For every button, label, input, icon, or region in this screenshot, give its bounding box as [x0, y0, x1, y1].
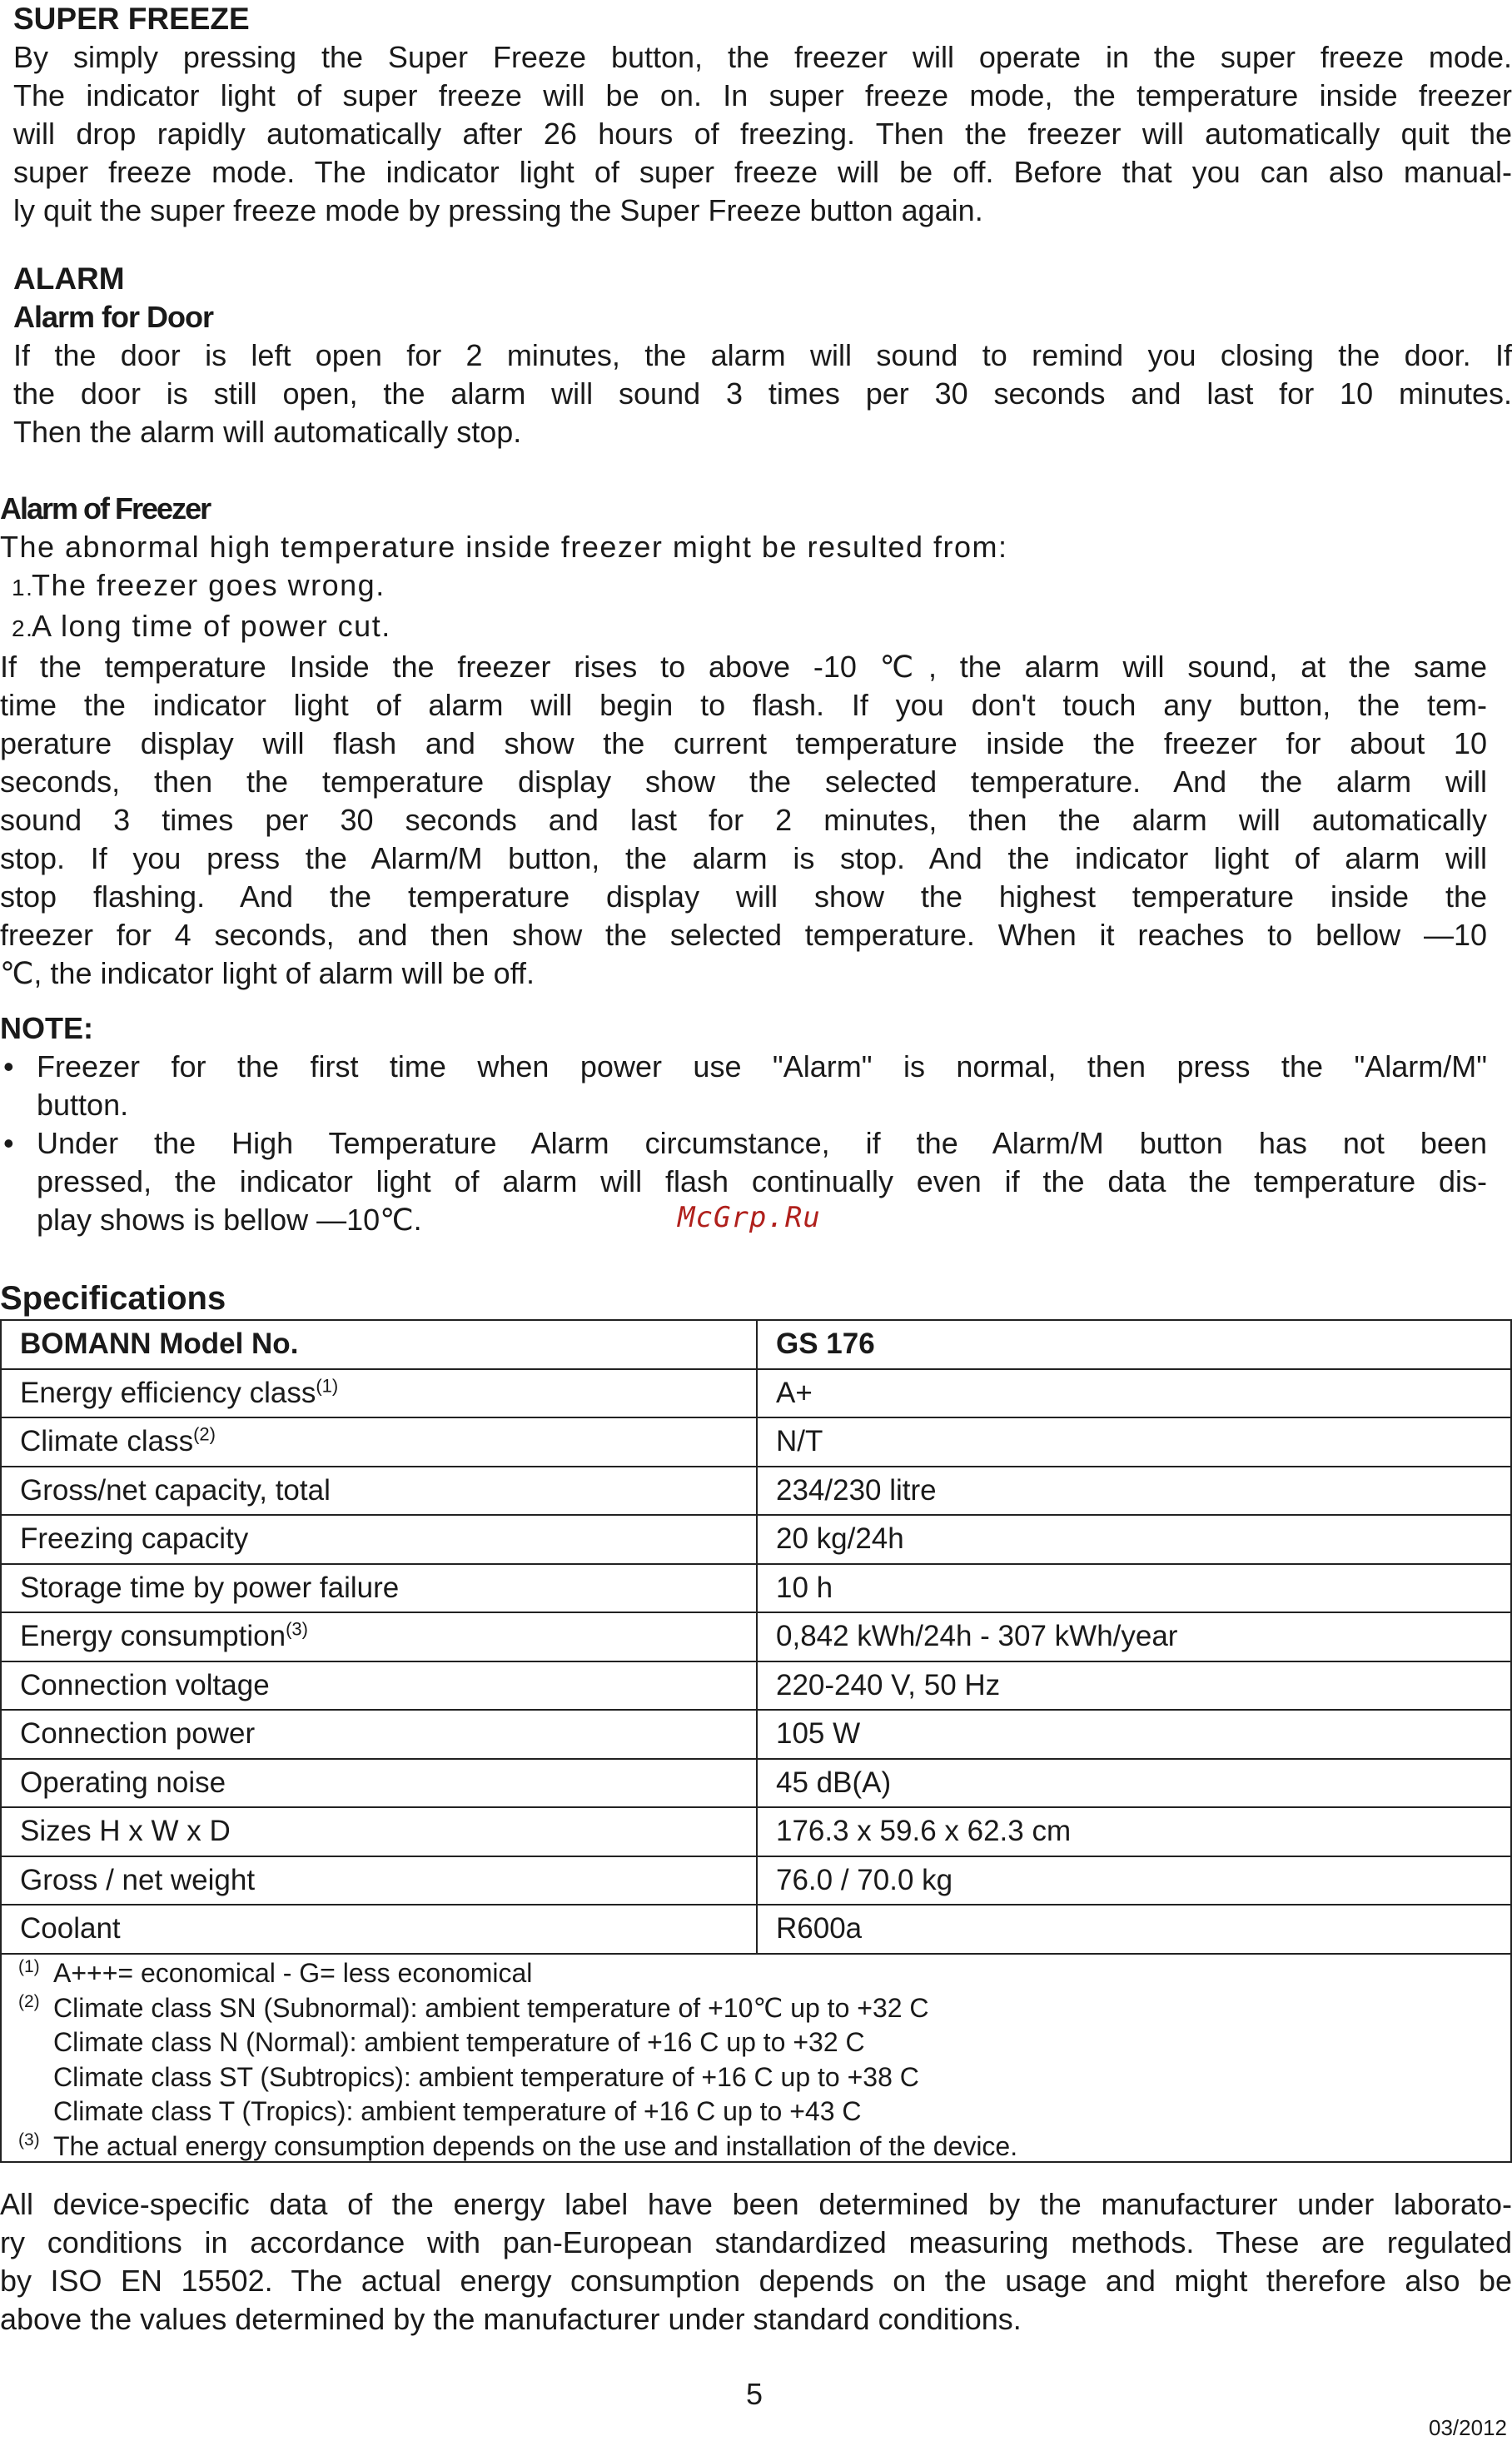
paragraph-line: ℃, the indicator light of alarm will be off.: [0, 956, 535, 990]
spec-label-text: Sizes H x W x D: [20, 1815, 231, 1848]
spec-label-text: Connection power: [20, 1717, 256, 1751]
spec-value: 234/230 litre: [757, 1467, 1511, 1516]
spec-label: [1, 1759, 757, 1808]
list-number: 1.: [12, 575, 34, 600]
spec-label-text: Energy consumption: [20, 1620, 286, 1653]
spec-label-text: Energy efficiency class: [20, 1376, 316, 1409]
spec-value: 20 kg/24h: [757, 1515, 1511, 1564]
paragraph-line: seconds, then the temperature display show the selected temperature. And the alarm will: [0, 765, 1487, 799]
footnote-text: A+++= economical - G= less economical: [53, 1958, 533, 1988]
table-row: [1, 1369, 1511, 1418]
alarm-freezer-heading: Alarm of Freezer: [0, 491, 211, 526]
bullet-icon: •: [3, 1126, 14, 1160]
spec-label: [1, 1905, 757, 1954]
page-number: 5: [746, 2377, 763, 2411]
table-row: [1, 1661, 1511, 1711]
paragraph-line: play shows is bellow —10℃.: [37, 1203, 422, 1237]
table-header-row: [1, 1320, 1511, 1369]
spec-label: [1, 1710, 757, 1759]
table-row: [1, 1905, 1511, 1954]
spec-label: [1, 1564, 757, 1613]
paragraph-line: stop. If you press the Alarm/M button, the alarm is stop. And the indicator light of alarm will: [0, 841, 1487, 875]
spec-label-text: Gross / net weight: [20, 1863, 256, 1896]
table-row: [1, 1515, 1511, 1564]
paragraph-line: stop flashing. And the temperature display will show the highest temperature inside the: [0, 879, 1487, 914]
spec-label: [1, 1369, 757, 1418]
footnote-marker: (2): [18, 1991, 40, 2011]
footnote-line: [18, 2130, 1510, 2165]
paragraph-line: time the indicator light of alarm will begin to flash. If you don't touch any button, the tem-: [0, 688, 1487, 722]
spec-label-text: Gross/net capacity, total: [20, 1473, 331, 1507]
spec-label: [1, 1807, 757, 1856]
paragraph-line: the door is still open, the alarm will sound 3 times per 30 seconds and last for 10 minutes.: [13, 376, 1512, 411]
paragraph-line: If the temperature Inside the freezer rises to above -10 ℃, the alarm will sound, at the same: [0, 650, 1487, 684]
footnote-text: Climate class N (Normal): ambient temperature of +16 C up to +32 C: [53, 2027, 865, 2057]
paragraph-line: All device-specific data of the energy label have been determined by the manufacturer under laborato-: [0, 2187, 1512, 2221]
table-row: [1, 1759, 1511, 1808]
spec-label: [1, 1515, 757, 1564]
list-number: 2.: [12, 615, 34, 641]
spec-label-text: Climate class: [20, 1425, 194, 1458]
footnote-line: [18, 1956, 1510, 1991]
paragraph-line: By simply pressing the Super Freeze button, the freezer will operate in the super freeze mode.: [13, 40, 1512, 74]
paragraph-line: ry conditions in accordance with pan-European standardized measuring methods. These are regulated: [0, 2225, 1512, 2259]
spec-label: [1, 1417, 757, 1467]
paragraph-line: The indicator light of super freeze will be on. In super freeze mode, the temperature inside freezer: [13, 78, 1512, 112]
list-item: [0, 566, 1487, 607]
table-row: [1, 1856, 1511, 1905]
alarm-heading: ALARM: [13, 262, 125, 296]
paragraph-line: above the values determined by the manufacturer under standard conditions.: [0, 2302, 1022, 2336]
spec-value: 76.0 / 70.0 kg: [757, 1856, 1511, 1905]
list-text: A long time of power cut.: [32, 609, 391, 643]
spec-value: N/T: [757, 1417, 1511, 1467]
paragraph-line: by ISO EN 15502. The actual energy consumption depends on the usage and might therefore also be: [0, 2264, 1512, 2298]
footnote-line: [18, 2095, 1510, 2130]
alarm-door-text: [13, 336, 1512, 451]
alarm-door-heading: Alarm for Door: [13, 300, 214, 334]
note-bullet-item: [0, 1048, 1487, 1124]
watermark-text: McGrp.Ru: [678, 1201, 821, 1234]
specifications-table: [0, 1319, 1512, 1955]
super-freeze-text: [13, 38, 1512, 230]
footnote-text: Climate class SN (Subnormal): ambient temperature of +10℃ up to +32 C: [53, 1992, 929, 2023]
paragraph-line: Under the High Temperature Alarm circumstance, if the Alarm/M button has not been: [37, 1126, 1487, 1160]
print-date: 03/2012: [1429, 2415, 1507, 2440]
spec-label-text: Connection voltage: [20, 1668, 270, 1701]
paragraph-line: Freezer for the first time when power use "Alarm" is normal, then press the "Alarm/M": [37, 1049, 1487, 1084]
list-item: [0, 607, 1487, 648]
specifications-footnotes: [0, 1953, 1512, 2163]
table-row: [1, 1564, 1511, 1613]
alarm-freezer-intro: The abnormal high temperature inside freezer might be resulted from:: [0, 530, 1008, 564]
table-row: [1, 1417, 1511, 1467]
paragraph-line: button.: [37, 1088, 129, 1122]
spec-label: [1, 1467, 757, 1516]
spec-value: 0,842 kWh/24h - 307 kWh/year: [757, 1612, 1511, 1661]
table-row: [1, 1612, 1511, 1661]
spec-label-text: Freezing capacity: [20, 1522, 249, 1556]
note-heading: NOTE:: [0, 1011, 93, 1045]
spec-label-text: Operating noise: [20, 1766, 226, 1799]
spec-label: [1, 1856, 757, 1905]
footnote-line: [18, 2025, 1510, 2060]
list-text: The freezer goes wrong.: [32, 568, 385, 602]
table-row: [1, 1467, 1511, 1516]
paragraph-line: super freeze mode. The indicator light of super freeze will be off. Before that you can also manual-: [13, 155, 1512, 189]
paragraph-line: pressed, the indicator light of alarm will flash continually even if the data the temperature dis-: [37, 1164, 1487, 1198]
paragraph-line: Then the alarm will automatically stop.: [13, 415, 522, 449]
spec-value: A+: [757, 1369, 1511, 1418]
footnote-text: Climate class ST (Subtropics): ambient temperature of +16 C up to +38 C: [53, 2061, 919, 2092]
paragraph-line: perature display will flash and show the current temperature inside the freezer for about 10: [0, 726, 1487, 760]
paragraph-line: If the door is left open for 2 minutes, the alarm will sound to remind you closing the door. If: [13, 338, 1512, 372]
table-row: [1, 1807, 1511, 1856]
spec-label: [1, 1661, 757, 1711]
super-freeze-heading: SUPER FREEZE: [13, 2, 250, 36]
spec-value: 105 W: [757, 1710, 1511, 1759]
footnote-marker: (1): [316, 1375, 339, 1397]
footnote-line: [18, 1991, 1510, 2026]
paragraph-line: will drop rapidly automatically after 26 hours of freezing. Then the freezer will automatically quit the: [13, 117, 1512, 151]
spec-value: R600a: [757, 1905, 1511, 1954]
paragraph-line: sound 3 times per 30 seconds and last for 2 minutes, then the alarm will automatically: [0, 803, 1487, 837]
specifications-title: Specifications: [0, 1280, 226, 1317]
footnote-marker: (2): [193, 1423, 216, 1445]
table-row: [1, 1710, 1511, 1759]
footnote-text: Climate class T (Tropics): ambient temperature of +16 C up to +43 C: [53, 2096, 862, 2126]
table-header-value: GS 176: [757, 1320, 1511, 1369]
spec-value: 45 dB(A): [757, 1759, 1511, 1808]
spec-value: 220-240 V, 50 Hz: [757, 1661, 1511, 1711]
footnote-marker: (1): [18, 1957, 40, 1976]
alarm-freezer-text: [0, 648, 1487, 993]
alarm-section: [13, 260, 1512, 451]
footnote-marker: (3): [286, 1618, 308, 1640]
spec-label-text: Coolant: [20, 1912, 121, 1945]
paragraph-line: freezer for 4 seconds, and then show the selected temperature. When it reaches to bellow —10: [0, 918, 1487, 952]
super-freeze-section: [13, 0, 1512, 230]
spec-label: [1, 1612, 757, 1661]
alarm-freezer-section: [0, 490, 1487, 993]
paragraph-line: ly quit the super freeze mode by pressing the Super Freeze button again.: [13, 193, 983, 227]
footnote-line: [18, 2060, 1510, 2095]
spec-value: 176.3 x 59.6 x 62.3 cm: [757, 1807, 1511, 1856]
bullet-icon: •: [3, 1049, 14, 1084]
footnote-marker: (3): [18, 2130, 40, 2150]
table-header-label: BOMANN Model No.: [1, 1320, 757, 1369]
spec-label-text: Storage time by power failure: [20, 1571, 400, 1604]
spec-value: 10 h: [757, 1564, 1511, 1613]
footnote-text: The actual energy consumption depends on the use and installation of the device.: [53, 2130, 1018, 2161]
closing-paragraph: [0, 2185, 1512, 2339]
